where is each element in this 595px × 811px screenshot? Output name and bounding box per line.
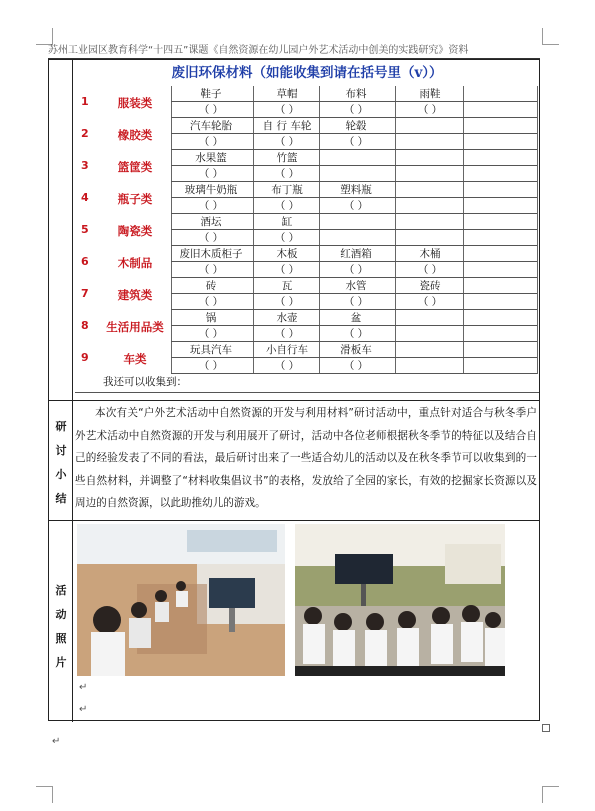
grid-line [253,150,254,182]
grid-line [395,246,396,278]
material-item-label: 自 行 车轮 [262,120,312,132]
grid-line [319,182,320,214]
grid-line [395,214,396,246]
discussion-label-char: 讨 [55,444,67,457]
category-number: 6 [81,255,89,268]
paragraph-mark: ↵ [79,682,88,693]
grid-line [253,118,254,150]
discussion-summary [75,402,537,515]
grid-line [463,246,464,278]
grid-line [253,342,254,374]
material-item-label: 鞋子 [200,88,222,100]
discussion-label-char: 研 [55,420,67,433]
grid-line [537,86,538,118]
material-checkbox-blank[interactable]: （ ） [343,296,369,308]
grid-line [537,246,538,278]
grid-line [537,342,538,374]
activity-photo-1 [77,524,285,676]
material-checkbox-blank[interactable]: （ ） [343,136,369,148]
category-items [171,310,537,342]
section-divider [49,520,539,521]
grid-line [253,310,254,342]
material-checkbox-blank[interactable]: （ ） [198,104,224,116]
grid-line [395,150,396,182]
material-item-label: 缸 [281,216,293,228]
material-item-label: 竹篮 [276,152,298,164]
grid-line [537,214,538,246]
material-item-label: 废旧木质柜子 [179,248,243,260]
category-items [171,214,537,246]
material-item-label: 玻璃牛奶瓶 [184,184,238,196]
discussion-label-char: 小 [55,468,67,481]
material-category-row [75,342,539,374]
material-checkbox-blank[interactable]: （ ） [274,264,300,276]
grid-line [463,86,464,118]
grid-line [319,86,320,118]
category-number: 3 [81,159,89,172]
extra-collect-label: 我还可以收集到： [103,376,187,388]
grid-line [463,310,464,342]
material-category-row [75,278,539,310]
category-number: 7 [81,287,89,300]
main-table [48,59,540,721]
material-checkbox-blank[interactable]: （ ） [343,328,369,340]
material-checkbox-blank[interactable]: （ ） [343,360,369,372]
material-item-label: 玩具汽车 [190,344,232,356]
material-category-row [75,118,539,150]
material-item-label: 塑料瓶 [340,184,372,196]
material-checkbox-blank[interactable]: （ ） [198,168,224,180]
grid-line [319,214,320,246]
material-checkbox-blank[interactable]: （ ） [198,136,224,148]
grid-line [319,118,320,150]
category-items [171,150,537,182]
material-category-row [75,310,539,342]
grid-line [319,278,320,310]
grid-line [537,150,538,182]
material-category-row [75,214,539,246]
category-name: 瓶子类 [117,192,153,206]
material-item-label: 盆 [350,312,362,324]
material-category-row [75,150,539,182]
photos-label-char: 照 [55,632,67,645]
material-checkbox-blank[interactable]: （ ） [274,168,300,180]
grid-line [395,310,396,342]
category-name: 服装类 [117,96,153,110]
material-item-label: 红酒箱 [340,248,372,260]
discussion-label-char: 结 [55,492,67,505]
category-items [171,342,537,374]
material-checkbox-blank[interactable]: （ ） [274,232,300,244]
material-item-label: 布丁瓶 [271,184,303,196]
category-number: 8 [81,319,89,332]
category-items [171,246,537,278]
material-checkbox-blank[interactable]: （ ） [198,296,224,308]
material-item-label: 草帽 [276,88,298,100]
material-checkbox-blank[interactable]: （ ） [343,104,369,116]
material-checkbox-blank[interactable]: （ ） [274,136,300,148]
paragraph-mark: ↵ [79,704,88,715]
crop-mark-top-right [542,28,559,45]
grid-line [395,118,396,150]
material-item-label: 水壶 [276,312,298,324]
category-name: 车类 [123,352,147,366]
extra-collect-line[interactable] [75,392,539,393]
material-checkbox-blank[interactable]: （ ） [274,328,300,340]
table-resize-handle[interactable] [542,724,550,732]
material-checkbox-blank[interactable]: （ ） [343,200,369,212]
grid-line [253,214,254,246]
grid-line [537,310,538,342]
crop-mark-top-left [36,28,53,45]
grid-line [253,246,254,278]
grid-line [253,182,254,214]
material-category-row [75,246,539,278]
category-number: 4 [81,191,89,204]
grid-line [395,278,396,310]
materials-title: 废旧环保材料（如能收集到请在括号里（v）） [171,65,443,81]
material-checkbox-blank[interactable]: （ ） [417,104,443,116]
category-name: 生活用品类 [106,320,164,334]
material-item-label: 砖 [205,280,217,292]
material-checkbox-blank[interactable]: （ ） [417,296,443,308]
material-checkbox-blank[interactable]: （ ） [198,232,224,244]
material-checkbox-blank[interactable]: （ ） [198,264,224,276]
grid-line [537,278,538,310]
material-item-label: 滑板车 [340,344,372,356]
category-items [171,86,537,118]
category-number: 2 [81,127,89,140]
material-category-row [75,86,539,118]
photos-label-char: 活 [55,584,67,597]
material-item-label: 布料 [345,88,367,100]
grid-line [253,278,254,310]
material-item-label: 水管 [345,280,367,292]
grid-line [463,278,464,310]
material-checkbox-blank[interactable]: （ ） [198,328,224,340]
material-checkbox-blank[interactable]: （ ） [198,360,224,372]
grid-line [319,342,320,374]
material-checkbox-blank[interactable]: （ ） [198,200,224,212]
material-checkbox-blank[interactable]: （ ） [274,296,300,308]
category-name: 篮筐类 [117,160,153,174]
grid-line [537,118,538,150]
material-item-label: 酒坛 [200,216,222,228]
category-name: 陶瓷类 [117,224,153,238]
grid-line [395,86,396,118]
material-item-label: 瓷砖 [419,280,441,292]
category-name: 木制品 [117,256,153,270]
grid-line [463,214,464,246]
grid-line [319,246,320,278]
photos-label-char: 片 [55,656,67,669]
material-item-label: 雨鞋 [419,88,441,100]
material-item-label: 木板 [276,248,298,260]
grid-line [319,310,320,342]
crop-mark-bottom-left [36,786,53,803]
material-item-label: 汽车轮胎 [190,120,232,132]
category-items [171,278,537,310]
grid-line [253,86,254,118]
paragraph-mark: ↵ [52,736,61,747]
photos-label-char: 动 [55,608,67,621]
grid-line [319,150,320,182]
category-number: 1 [81,95,89,108]
grid-line [395,182,396,214]
material-item-label: 轮毂 [345,120,367,132]
material-category-row [75,182,539,214]
category-items [171,182,537,214]
material-checkbox-blank[interactable]: （ ） [274,104,300,116]
category-items [171,118,537,150]
grid-line [537,182,538,214]
document-header: 苏州工业园区教育科学“十四五”课题《自然资源在幼儿园户外艺术活动中创美的实践研究》资料 [48,44,540,59]
material-checkbox-blank[interactable]: （ ） [343,264,369,276]
category-name: 建筑类 [117,288,153,302]
material-checkbox-blank[interactable]: （ ） [274,200,300,212]
material-checkbox-blank[interactable]: （ ） [274,360,300,372]
material-item-label: 瓦 [281,280,293,292]
material-item-label: 小自行车 [266,344,308,356]
material-item-label: 木桶 [419,248,441,260]
activity-photo-2 [295,524,505,676]
grid-line [463,182,464,214]
category-name: 橡胶类 [117,128,153,142]
material-item-label: 锅 [205,312,217,324]
grid-line [463,118,464,150]
section-divider [49,400,539,401]
material-item-label: 水果篮 [195,152,227,164]
material-checkbox-blank[interactable]: （ ） [417,264,443,276]
category-number: 5 [81,223,89,236]
discussion-text: 本次有关“户外艺术活动中自然资源的开发与利用材料”研讨活动中，重点针对适合与秋冬季户外艺术活动中自然资源的开发与利用展开了研讨，活动中各位老师根据秋冬季节的特征以及结合自己的经验发表了不同的看法，最后研讨出来了一些适合幼儿的活动以及在秋冬季节可以收集到的一些自然材料，并调整了“材料收集倡议书”的表格，发放给了全园的家长，有效的挖掘家长资源以及周边的自然资源，以此助推幼儿的游戏。 [75,407,537,509]
crop-mark-bottom-right [542,786,559,803]
grid-line [463,150,464,182]
category-number: 9 [81,351,89,364]
grid-line [463,342,464,374]
grid-line [395,342,396,374]
